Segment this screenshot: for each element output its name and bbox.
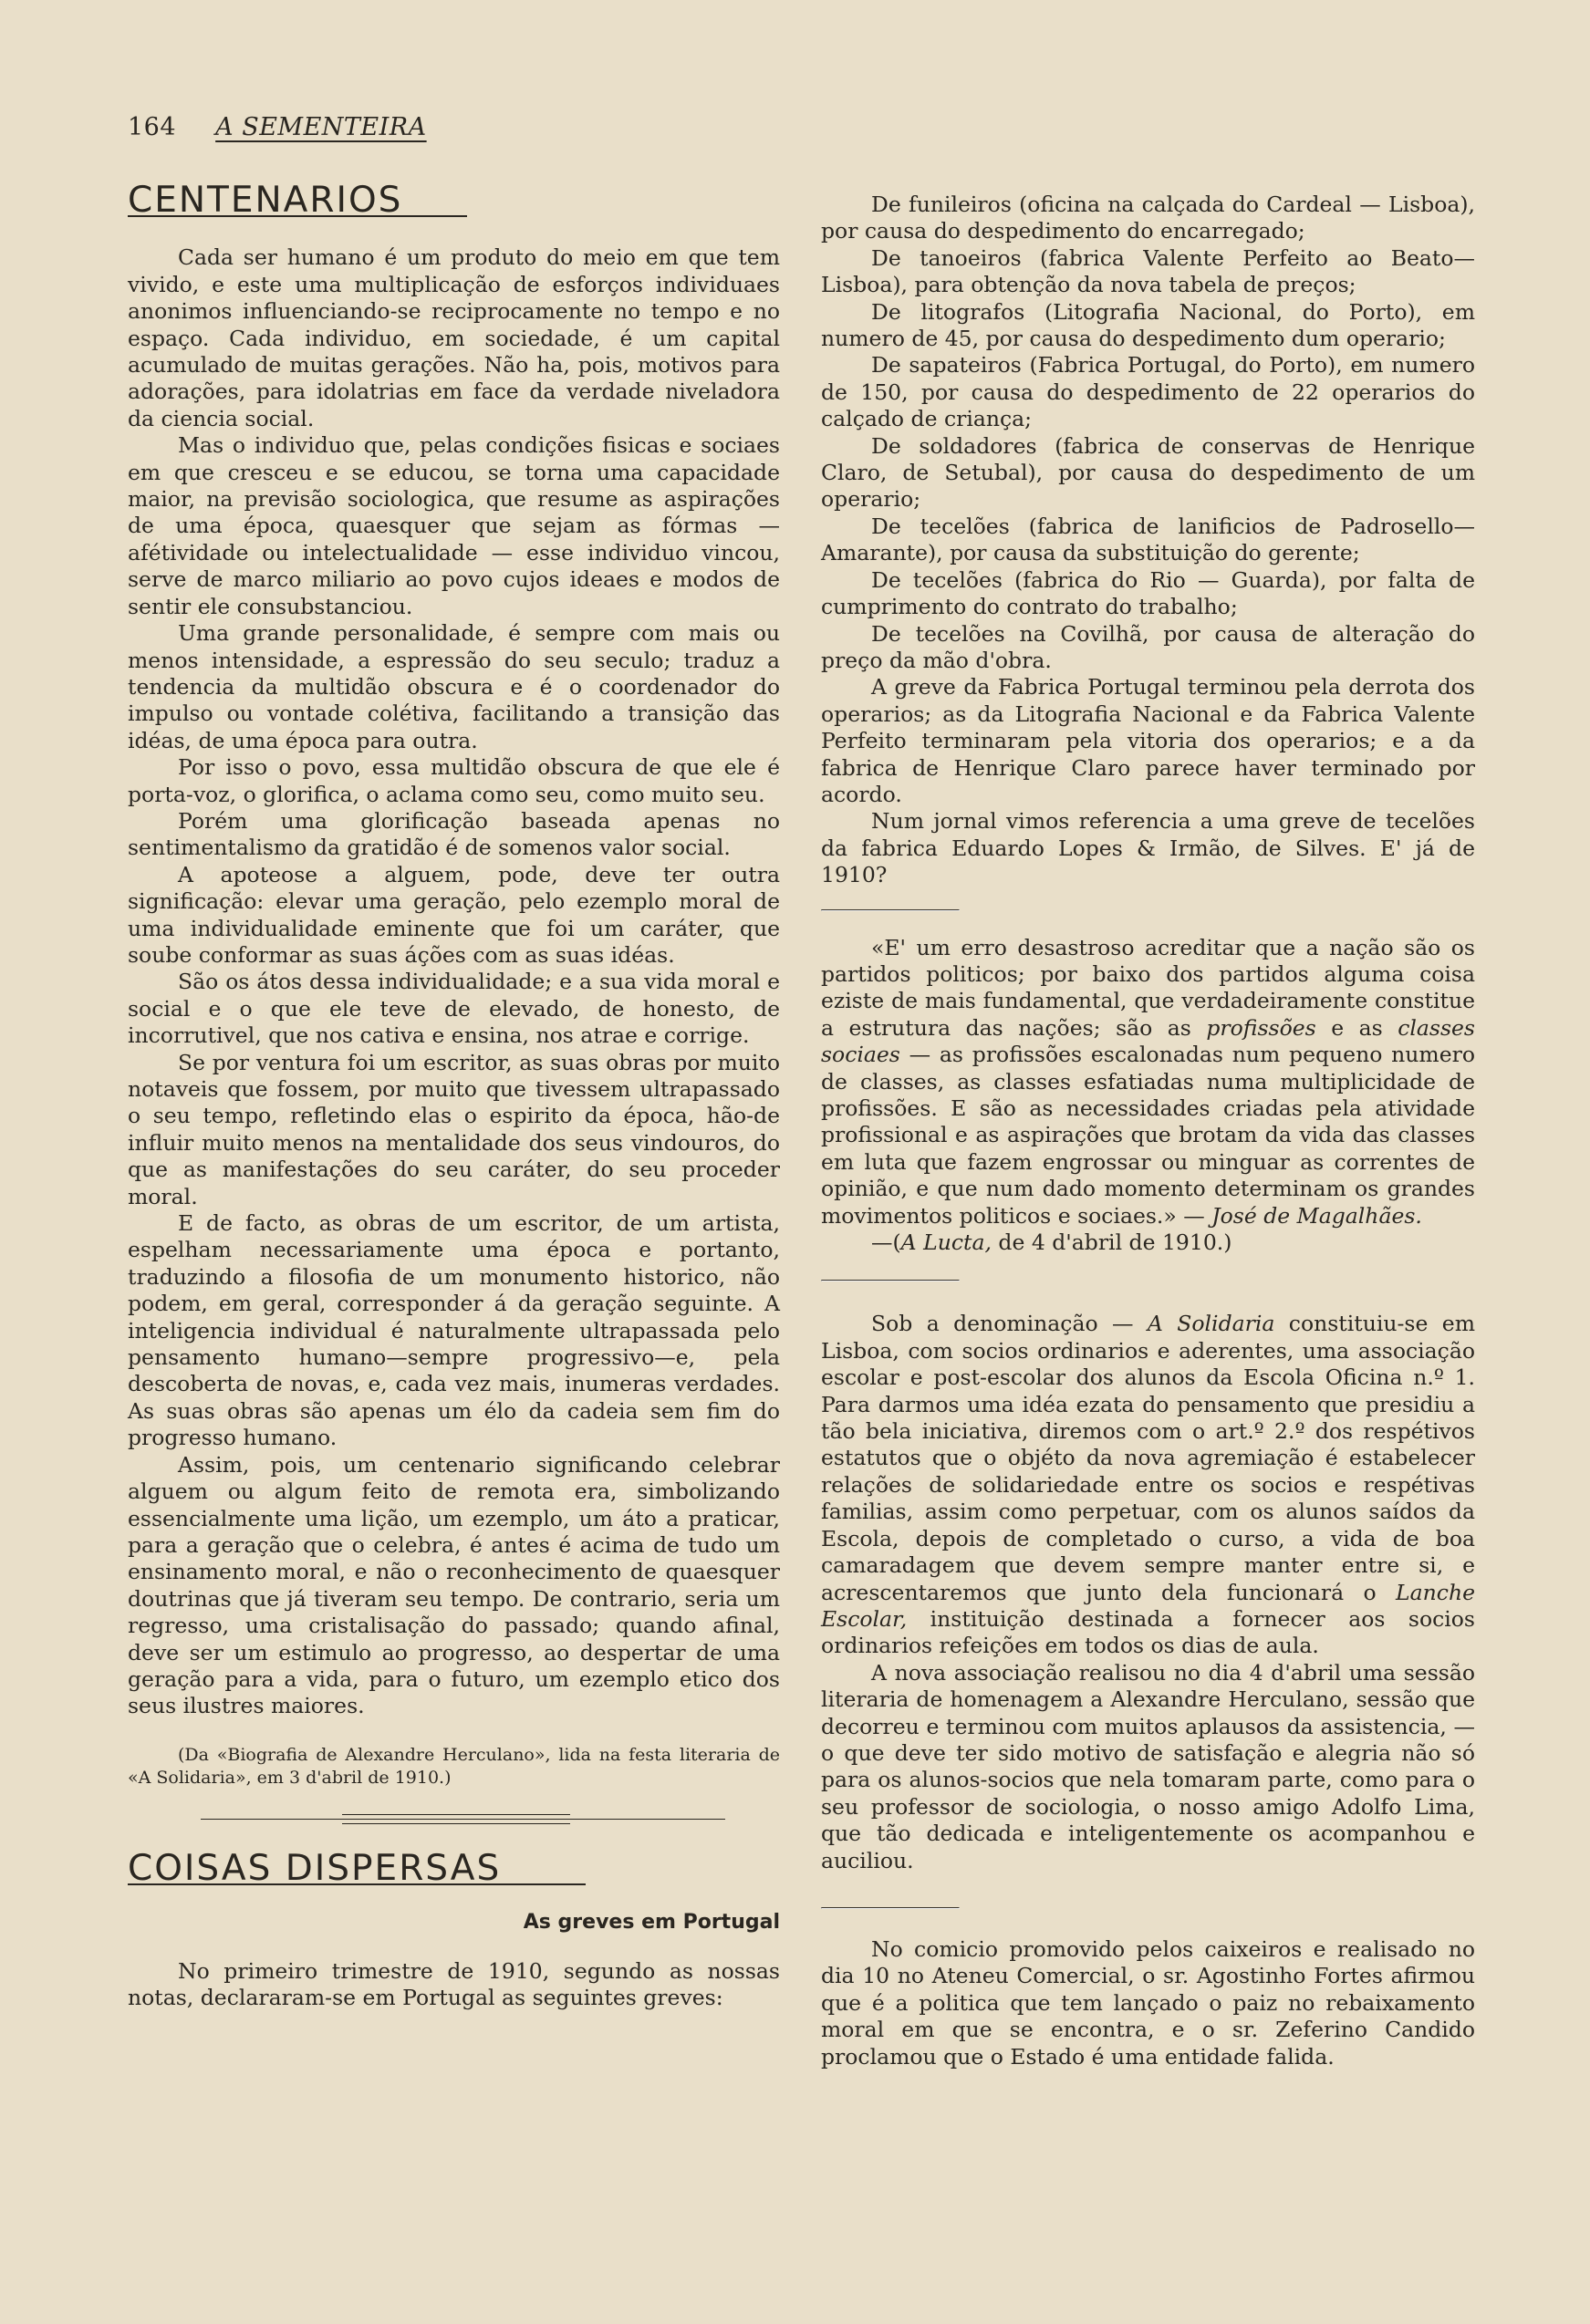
quote-paragraph: «E' um erro desastroso acreditar que a nação são os partidos politicos; por baixo dos partidos alguma coisa eziste de mais fundamental, que verdadeiramente constitue a estrutura das nações; são as profissões e as classes sociaes — as profissões escalonadas num pequeno numero de classes, as classes esfatiadas numa multiplicidade de profissões. E são as necessidades criadas pela atividade profissional e as aspirações que brotam da vida das classes em luta que fazem engrossar ou minguar as correntes de opinião, e que num dado momento determinam os grandes movimentos politicos e sociaes.» — José de Magalhães.: [821, 934, 1475, 1229]
article-paragraph: Se por ventura foi um escritor, as suas obras por muito notaveis que fossem, por muito que tivessem ultrapassado o seu tempo, refletindo elas o espirito da época, hão-de influir muito menos na mentalidade dos seus vindouros, do que as manifestações do seu caráter, do seu proceder moral.: [128, 1049, 780, 1209]
comicio-paragraph: No comicio promovido pelos caixeiros e realisado no dia 10 no Ateneu Comercial, o sr. Agostinho Fortes afirmou que é a politica que tem lançado o paiz no rebaixamento moral em que se encontra, e o sr. Zeferino Candido proclamou que o Estado é uma entidade falida.: [821, 1935, 1475, 2070]
solidaria-paragraph: A nova associação realisou no dia 4 d'abril uma sessão literaria de homenagem a Alexandre Herculano, sessão que decorreu e terminou com muitos aplausos da assistencia, — o que deve ter sido motivo de satisfação e alegria não só para os alunos-socios que nela tomaram parte, como para o seu professor de sociologia, o nosso amigo Adolfo Lima, que tão dedicada e inteligentemente os acompanhou e auciliou.: [821, 1659, 1475, 1873]
article-paragraph: Cada ser humano é um produto do meio em que tem vivido, e este uma multiplicação de esforços individuaes anonimos influenciando-se reciprocamente no tempo e no espaço. Cada individuo, em sociedade, é um capital acumulado de muitas gerações. Não ha, pois, motivos para adorações, para idolatrias em face da verdade niveladora da ciencia social.: [128, 244, 780, 431]
short-divider: [821, 1907, 960, 1909]
strike-item: De funileiros (oficina na calçada do Cardeal — Lisboa), por causa do despedimento do encarregado;: [821, 192, 1475, 244]
article-paragraph: E de facto, as obras de um escritor, de um artista, espelham necessariamente uma época e portanto, traduzindo a filosofia de um monumento historico, não podem, em geral, corresponder á da geração seguinte. A inteligencia individual é naturalmente ultrapassada pelo pensamento humano—sempre progressivo—e, pela descoberta de novas, e, cada vez mais, inumeras verdades. As suas obras são apenas um élo da cadeia sem fim do progresso humano.: [128, 1210, 780, 1451]
article-paragraph: No primeiro trimestre de 1910, segundo as nossas notas, declararam-se em Portugal as seguintes greves:: [128, 1957, 780, 2010]
coisas-dispersas-title: COISAS DISPERSAS: [128, 1847, 502, 1889]
article-paragraph: Porém uma glorificação baseada apenas no sentimentalismo da gratidão é de somenos valor social.: [128, 807, 780, 861]
quote-source: —(A Lucta, de 4 d'abril de 1910.): [871, 1229, 1232, 1256]
separator-line: [342, 1823, 570, 1824]
strike-item: De litografos (Litografia Nacional, do Porto), em numero de 45, por causa do despedimento dum operario;: [821, 298, 1475, 352]
article-paragraph: A apoteose a alguem, pode, deve ter outra significação: elevar uma geração, pelo ezemplo moral de uma individualidade eminente que foi um caráter, que soube conformar as suas áções com as suas idéas.: [128, 861, 780, 968]
article-paragraph: Uma grande personalidade, é sempre com mais ou menos intensidade, a espressão do seu seculo; traduz a tendencia da multidão obscura e é o coordenador do impulso ou vontade colétiva, facilitando a transição das idéas, de uma época para outra.: [128, 620, 780, 753]
strike-item: Num jornal vimos referencia a uma greve de tecelões da fabrica Eduardo Lopes & Irmão, de Silves. E' já de 1910?: [821, 808, 1475, 888]
article-paragraph: São os átos dessa individualidade; e a sua vida moral e social e o que ele teve de elevado, de honesto, de incorrutivel, que nos cativa e ensina, nos atrae e corrige.: [128, 969, 780, 1049]
right-column: [821, 192, 1475, 2070]
centenarios-title: CENTENARIOS: [128, 180, 403, 221]
separator-line: [201, 1819, 725, 1820]
separator-line: [342, 1814, 570, 1815]
strike-item: De tecelões (fabrica do Rio — Guarda), por falta de cumprimento do contrato do trabalho;: [821, 566, 1475, 620]
publication-title: A SEMENTEIRA: [215, 113, 427, 141]
article-paragraph: Por isso o povo, essa multidão obscura de que ele é porta-voz, o glorifica, o aclama como seu, como muito seu.: [128, 754, 780, 807]
left-column: [128, 180, 780, 2011]
article-paragraph: Assim, pois, um centenario significando celebrar alguem ou algum feito de remota era, simbolizando essencialmente uma lição, um ezemplo, um áto a praticar, para a geração que o celebra, é antes é acima de tudo um ensinamento moral, e não o reconhecimento de quaesquer doutrinas que já tiveram seu tempo. De contrario, seria um regresso, uma cristalisação do passado; quando afinal, deve ser um estimulo ao progresso, ao despertar de uma geração para a vida, para o futuro, um ezemplo etico dos seus ilustres maiores.: [128, 1451, 780, 1719]
page-number: 164: [128, 113, 177, 141]
strike-item: De sapateiros (Fabrica Portugal, do Porto), em numero de 150, por causa do despedimento de 22 operarios do calçado de criança;: [821, 352, 1475, 432]
strike-outcome: A greve da Fabrica Portugal terminou pela derrota dos operarios; as da Litografia Nacional e da Fabrica Valente Perfeito terminaram pela vitoria dos operarios; e a da fabrica de Henrique Claro parece haver terminado por acordo.: [821, 674, 1475, 807]
quote-author: José de Magalhães.: [1211, 1202, 1422, 1229]
strike-item: De soldadores (fabrica de conservas de Henrique Claro, de Setubal), por causa do despedimento de um operario;: [821, 432, 1475, 513]
article-paragraph: Mas o individuo que, pelas condições fisicas e sociaes em que cresceu e se educou, se torna uma capacidade maior, na previsão sociologica, que resume as aspirações de uma época, quaesquer que sejam as fórmas — afétividade ou intelectualidade — esse individuo vincou, serve de marco miliario ao povo cujos ideaes e modos de sentir ele consubstanciou.: [128, 432, 780, 619]
short-divider: [821, 1280, 960, 1281]
strike-item: De tecelões (fabrica de lanificios de Padrosello—Amarante), por causa da substituição do gerente;: [821, 513, 1475, 566]
short-divider: [821, 909, 960, 911]
strike-item: De tanoeiros (fabrica Valente Perfeito ao Beato—Lisboa), para obtenção da nova tabela de preços;: [821, 244, 1475, 298]
page-header: [128, 113, 427, 141]
section-separator: [128, 1810, 780, 1846]
section-subhead: As greves em Portugal: [523, 1911, 780, 1935]
strike-item: De tecelões na Covilhã, por causa de alteração do preço da mão d'obra.: [821, 620, 1475, 673]
solidaria-paragraph: Sob a denominação — A Solidaria constituiu-se em Lisboa, com socios ordinarios e aderentes, uma associação escolar e post-escolar dos alunos da Escola Oficina n.º 1. Para darmos uma idéa ezata do pensamento que presidiu a tão bela iniciativa, diremos com o art.º 2.º dos respétivos estatutos que o objéto da nova agremiação é estabelecer relações de solidariedade entre os socios e respétivas familias, assim como perpetuar, com os alunos saídos da Escola, depois de completado o curso, a vida de boa camaradagem que devem sempre manter entre si, e acrescentaremos que junto dela funcionará o Lanche Escolar, instituição destinada a fornecer aos socios ordinarios refeições em todos os dias de aula.: [821, 1311, 1475, 1659]
source-note: (Da «Biografia de Alexandre Herculano», lida na festa literaria de «A Solidaria», em 3 d'abril de 1910.): [128, 1744, 780, 1788]
